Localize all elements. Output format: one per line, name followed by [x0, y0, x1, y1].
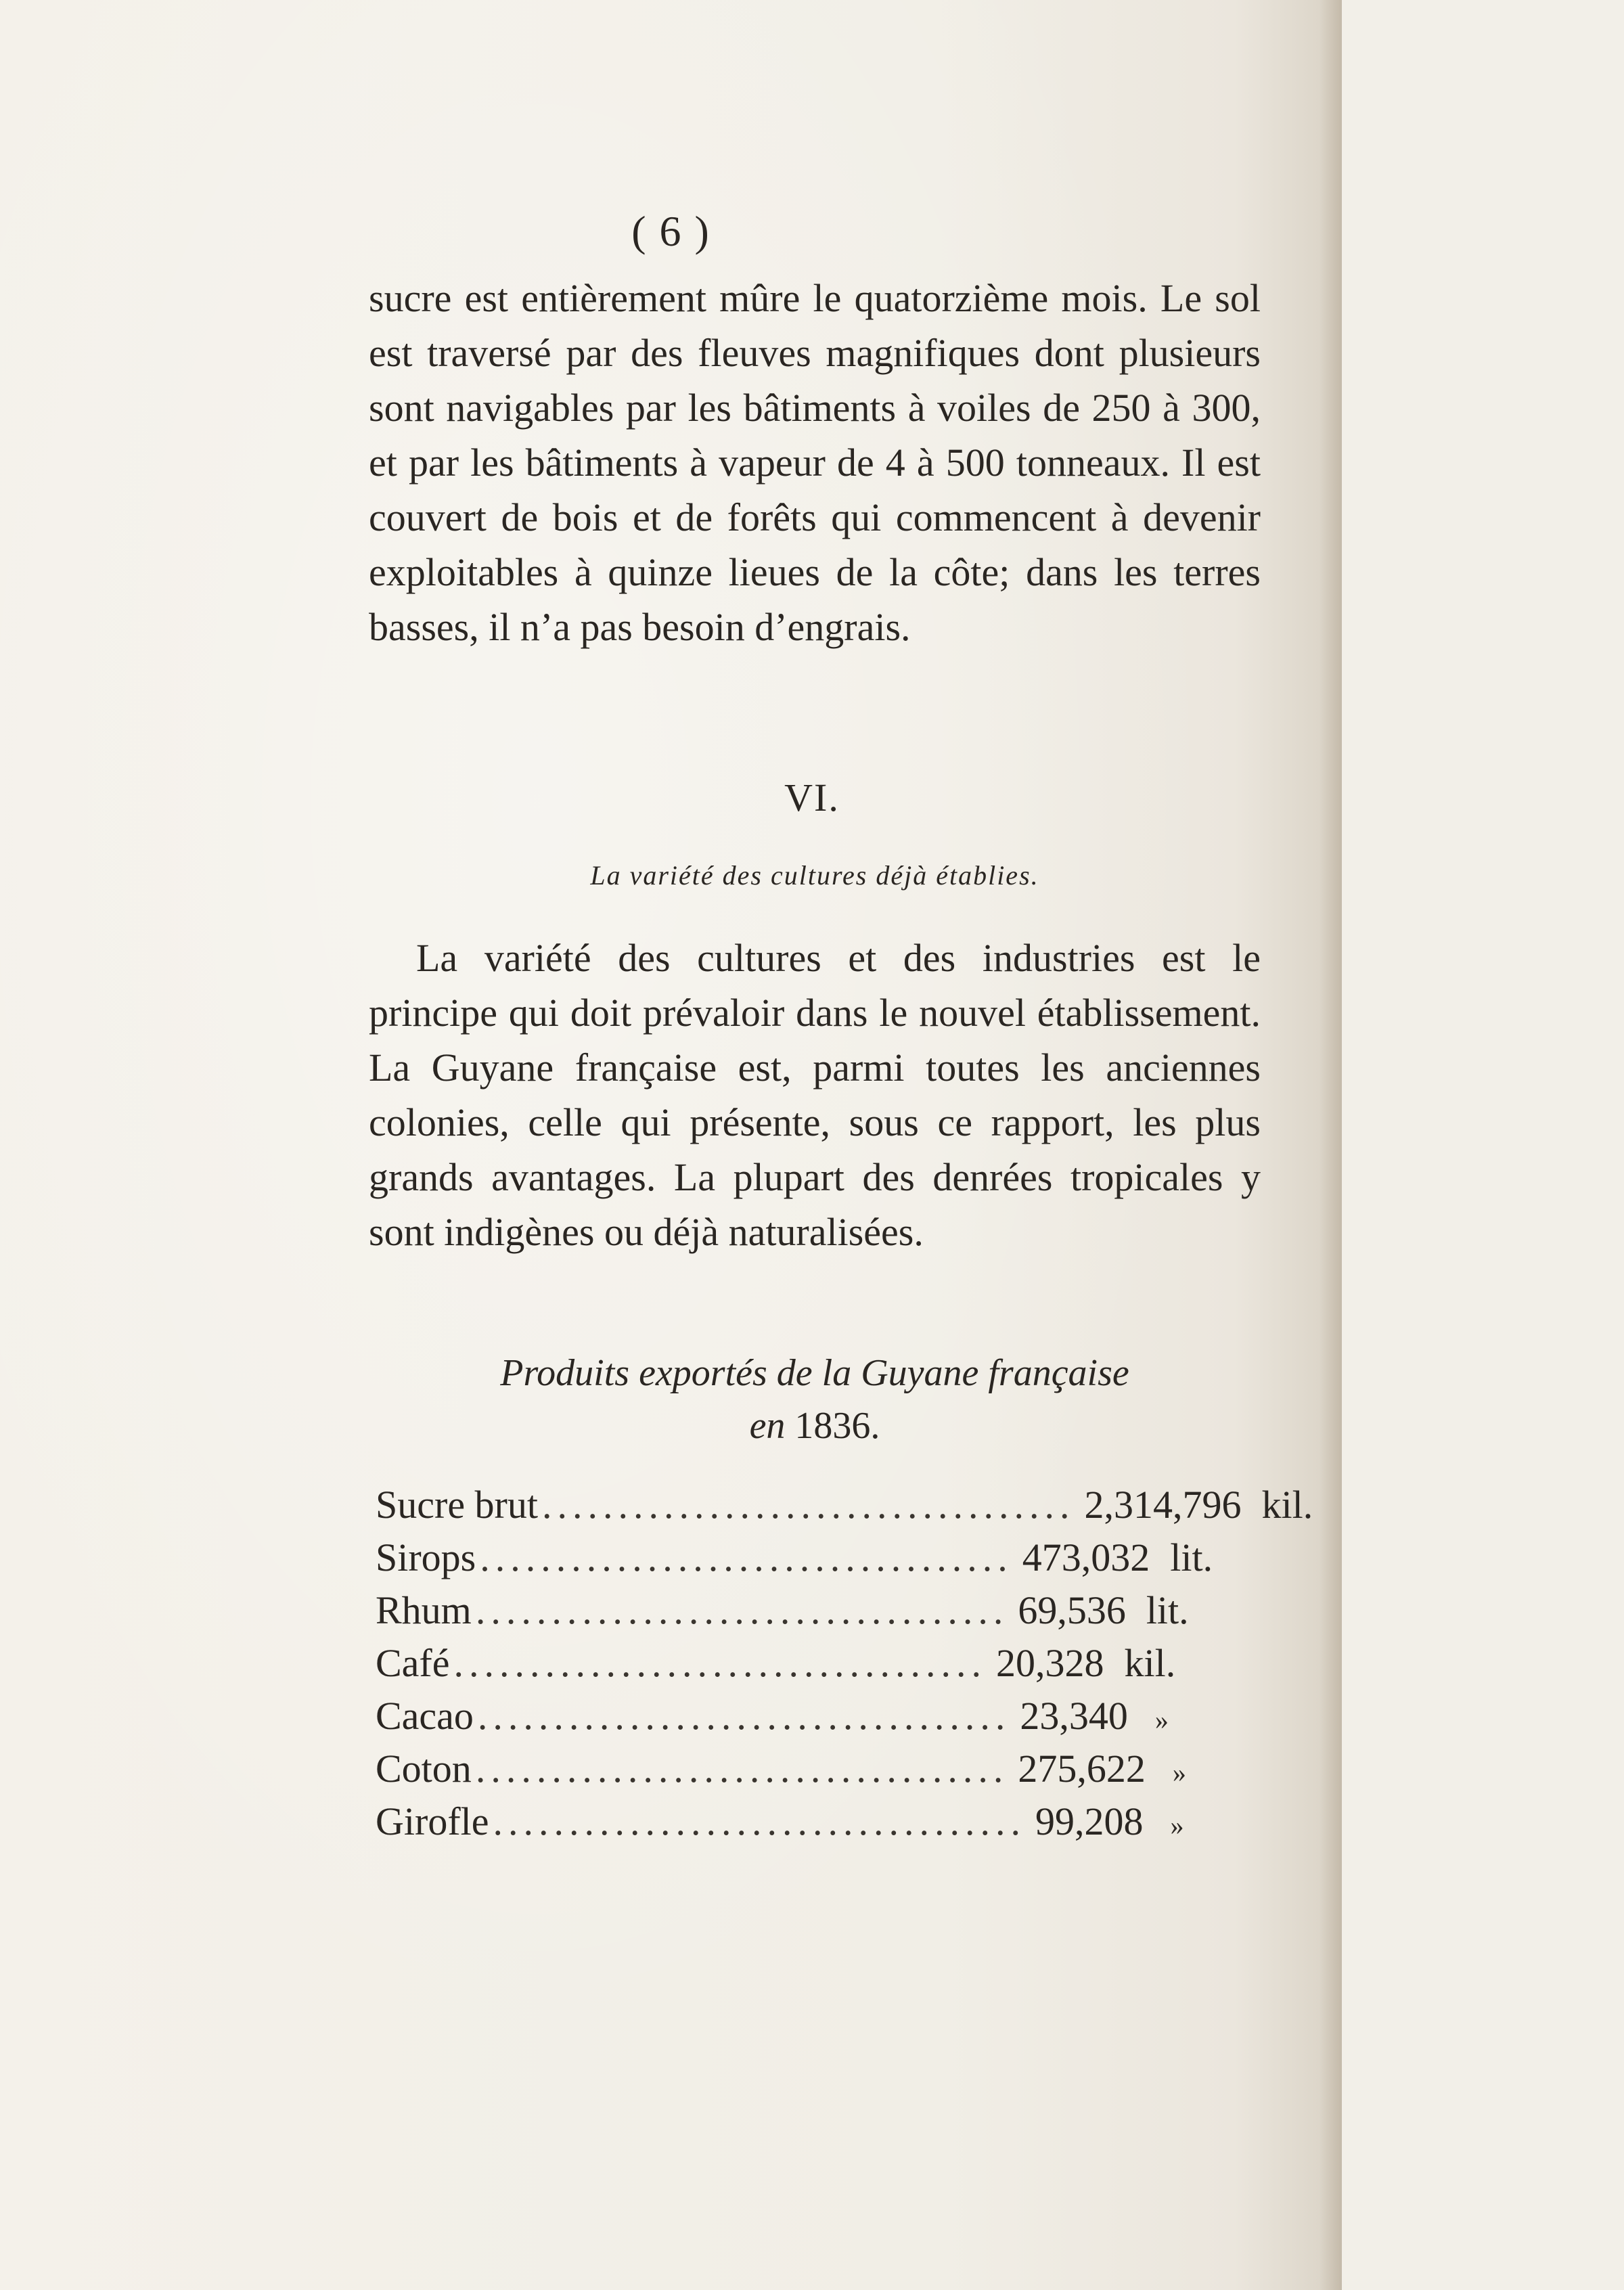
product-unit: lit.: [1170, 1535, 1213, 1579]
product-unit: kil.: [1261, 1483, 1313, 1527]
export-products-table: [376, 1482, 1313, 1851]
table-row: [376, 1640, 1176, 1693]
dot-leader: ...................................: [475, 1588, 1009, 1632]
section-number: VI.: [784, 776, 840, 820]
product-quantity: 275,622: [1018, 1747, 1146, 1791]
product-unit: kil.: [1124, 1641, 1176, 1685]
spine-shadow: [1319, 0, 1342, 2290]
dot-leader: ...................................: [477, 1694, 1011, 1738]
section-title: La variété des cultures déjà établies.: [590, 860, 1039, 891]
product-name: Coton: [376, 1747, 472, 1791]
product-quantity: 20,328: [996, 1641, 1104, 1685]
product-name: Cacao: [376, 1694, 474, 1738]
product-unit-ditto: »: [1172, 1757, 1186, 1788]
dot-leader: ...................................: [475, 1747, 1009, 1791]
product-unit-ditto: »: [1170, 1810, 1184, 1841]
product-name: Sucre brut: [376, 1483, 538, 1527]
product-name: Café: [376, 1641, 450, 1685]
product-quantity: 2,314,796: [1084, 1483, 1242, 1527]
table-heading-year-line: [369, 1399, 1261, 1452]
product-quantity: 473,032: [1022, 1535, 1150, 1579]
dot-leader: ...................................: [542, 1483, 1075, 1527]
paragraph-variety-of-cultures: [369, 930, 1261, 1259]
product-quantity: 23,340: [1020, 1694, 1128, 1738]
product-name: Girofle: [376, 1799, 489, 1843]
product-name: Rhum: [376, 1588, 472, 1632]
table-heading-title: Produits exportés de la Guyane française: [500, 1352, 1129, 1394]
table-row: [376, 1588, 1189, 1640]
paragraph-text: sucre est entièrement mûre le quatorzième mois. Le sol est traversé par des fleuves magnifiques dont plusieurs sont navigables par les bâtiments à voiles de 250 à 300, et par les bâtiments à vapeur de 4 à 500 tonneaux. Il est couvert de bois et de forêts qui commencent à devenir exploitables à quinze lieues de la côte; dans les terres basses, il n’a pas besoin d’engrais.: [369, 276, 1261, 649]
table-row: [376, 1482, 1313, 1535]
table-heading: [369, 1347, 1261, 1452]
dot-leader: ...................................: [480, 1535, 1013, 1579]
dot-leader: ...................................: [453, 1641, 987, 1685]
product-unit-ditto: »: [1154, 1705, 1169, 1735]
table-row: [376, 1535, 1213, 1588]
product-unit: lit.: [1146, 1588, 1189, 1632]
table-heading-year: 1836.: [794, 1405, 880, 1447]
product-name: Sirops: [376, 1535, 476, 1579]
paragraph-soil-and-rivers: [369, 271, 1261, 654]
paragraph-text: La variété des cultures et des industries est le principe qui doit prévaloir dans le nouvel établissement. La Guyane française est, parmi toutes les anciennes colonies, celle qui présente, sous ce rapport, les plus grands avantages. La plupart des denrées tropicales y sont indigènes ou déjà naturalisées.: [369, 936, 1261, 1254]
table-row: [376, 1746, 1186, 1799]
table-row: [376, 1693, 1169, 1746]
table-row: [376, 1799, 1184, 1851]
product-quantity: 69,536: [1018, 1588, 1126, 1632]
page-number: ( 6 ): [631, 207, 710, 255]
product-quantity: 99,208: [1035, 1799, 1144, 1843]
dot-leader: ...................................: [493, 1799, 1026, 1843]
table-heading-prefix: en: [749, 1405, 786, 1447]
